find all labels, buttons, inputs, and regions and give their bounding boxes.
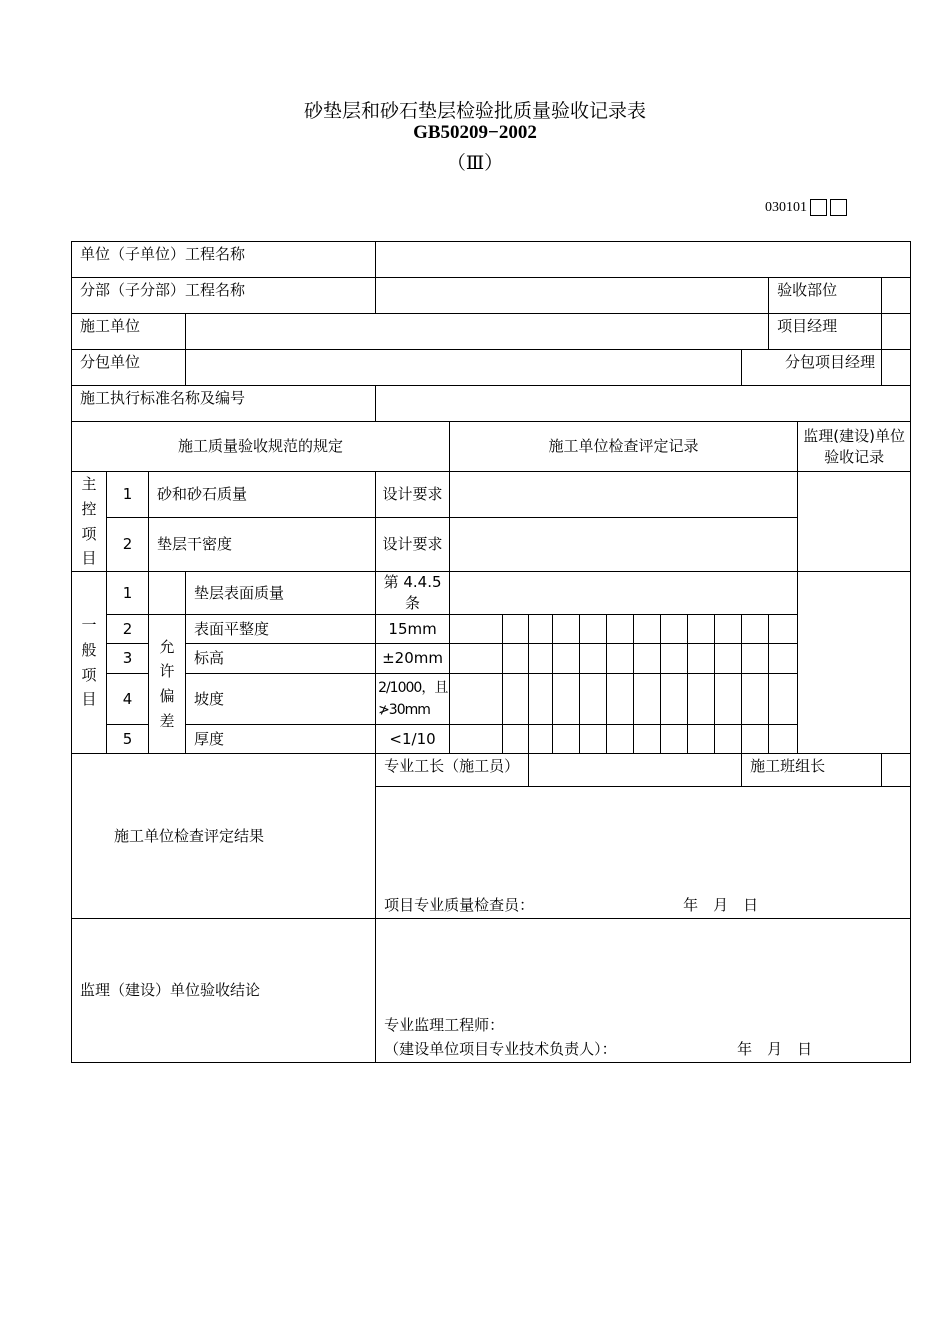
standard-code: GB50209−2002: [413, 122, 537, 143]
form-title: 砂垫层和砂石垫层检验批质量验收记录表: [303, 100, 646, 122]
measure-cell[interactable]: [742, 644, 769, 674]
measure-cell[interactable]: [529, 615, 553, 644]
unit-project-label: 单位（子单位）工程名称: [72, 242, 376, 278]
measure-cell[interactable]: [769, 644, 798, 674]
measure-cell[interactable]: [715, 674, 742, 725]
item-name: 垫层表面质量: [186, 572, 376, 615]
general-items-label: 一 般 项 目: [72, 572, 107, 754]
measure-cell[interactable]: [607, 615, 634, 644]
measure-cell[interactable]: [769, 615, 798, 644]
measure-cell[interactable]: [503, 644, 529, 674]
unit-project-value[interactable]: [376, 242, 911, 278]
measure-cell[interactable]: [742, 615, 769, 644]
inspector-label: 项目专业质量检查员：: [384, 896, 535, 914]
item-requirement: 2/1000 ， 且 ≯30mm: [376, 674, 450, 725]
form-number-text: 030101: [765, 199, 807, 215]
tolerance-label: 允 许 偏 差: [149, 615, 186, 754]
measure-cell[interactable]: [553, 615, 580, 644]
measure-cell[interactable]: [580, 674, 607, 725]
acceptance-part-value[interactable]: [882, 278, 911, 314]
item-number: 1: [107, 472, 149, 518]
subcontract-unit-value[interactable]: [186, 350, 742, 386]
measure-cell[interactable]: [688, 615, 715, 644]
check-record-cell[interactable]: [450, 518, 798, 572]
measure-cell[interactable]: [580, 644, 607, 674]
item-name: 厚度: [186, 725, 376, 754]
supervision-result-label: 监理（建设）单位验收结论: [72, 919, 376, 1063]
measure-cell[interactable]: [529, 644, 553, 674]
check-record-cell[interactable]: [450, 572, 798, 615]
item-number: 2: [107, 615, 149, 644]
measure-cell[interactable]: [450, 644, 503, 674]
engineer-label: 专业监理工程师：: [384, 1016, 505, 1034]
construction-unit-value[interactable]: [186, 314, 769, 350]
main-control-label: 主 控 项 目: [72, 472, 107, 572]
measure-cell[interactable]: [661, 644, 688, 674]
blank-cell: [149, 572, 186, 615]
measure-cell[interactable]: [715, 644, 742, 674]
measure-cell[interactable]: [634, 725, 661, 754]
measure-cell[interactable]: [634, 674, 661, 725]
item-requirement: 设计要求: [376, 518, 450, 572]
subcontract-manager-label: 分包项目经理: [742, 350, 882, 386]
owner-label: （建设单位项目专业技术负责人）：: [384, 1040, 617, 1058]
measure-cell[interactable]: [580, 725, 607, 754]
measure-cell[interactable]: [503, 674, 529, 725]
measure-cell[interactable]: [661, 674, 688, 725]
item-name: 表面平整度: [186, 615, 376, 644]
measure-cell[interactable]: [553, 725, 580, 754]
number-box-1[interactable]: [810, 199, 827, 216]
measure-cell[interactable]: [529, 725, 553, 754]
measure-cell[interactable]: [742, 725, 769, 754]
measure-cell[interactable]: [450, 615, 503, 644]
supervision-result-cell[interactable]: [376, 919, 911, 1063]
construction-result-cell[interactable]: [376, 787, 911, 919]
measure-cell[interactable]: [553, 674, 580, 725]
check-record-cell[interactable]: [450, 472, 798, 518]
item-requirement: <1/10: [376, 725, 450, 754]
measure-cell[interactable]: [769, 674, 798, 725]
measure-cell[interactable]: [634, 615, 661, 644]
item-requirement: 第 4.4.5 条: [376, 572, 450, 615]
subcontract-unit-label: 分包单位: [72, 350, 186, 386]
inspection-date: 年 月 日: [683, 896, 759, 914]
measure-cell[interactable]: [503, 725, 529, 754]
supervision-record-cell[interactable]: [798, 572, 911, 754]
sub-project-label: 分部（子分部）工程名称: [72, 278, 376, 314]
spec-header: 施工质量验收规范的规定: [72, 422, 450, 472]
item-name: 坡度: [186, 674, 376, 725]
item-number: 5: [107, 725, 149, 754]
measure-cell[interactable]: [450, 725, 503, 754]
item-name: 垫层干密度: [149, 518, 376, 572]
item-number: 2: [107, 518, 149, 572]
supervision-date: 年 月 日: [737, 1040, 813, 1058]
sub-project-value[interactable]: [376, 278, 769, 314]
number-box-2[interactable]: [830, 199, 847, 216]
standard-label: 施工执行标准名称及编号: [72, 386, 376, 422]
check-record-header: 施工单位检查评定记录: [450, 422, 798, 472]
measure-cell[interactable]: [634, 644, 661, 674]
item-requirement: ±20mm: [376, 644, 450, 674]
supervision-record-cell[interactable]: [798, 472, 911, 572]
foreman-label: 专业工长（施工员）: [376, 754, 529, 787]
measure-cell[interactable]: [742, 674, 769, 725]
foreman-value[interactable]: [529, 754, 742, 787]
project-manager-value[interactable]: [882, 314, 911, 350]
item-number: 1: [107, 572, 149, 615]
team-leader-value[interactable]: [882, 754, 911, 787]
inspection-table: [71, 241, 911, 1063]
measure-cell[interactable]: [529, 674, 553, 725]
measure-cell[interactable]: [688, 644, 715, 674]
item-requirement: 设计要求: [376, 472, 450, 518]
measure-cell[interactable]: [607, 725, 634, 754]
measure-cell[interactable]: [715, 615, 742, 644]
measure-cell[interactable]: [688, 725, 715, 754]
project-manager-label: 项目经理: [769, 314, 882, 350]
measure-cell[interactable]: [607, 644, 634, 674]
form-part: （Ⅲ）: [446, 152, 504, 174]
construction-unit-label: 施工单位: [72, 314, 186, 350]
item-number: 3: [107, 644, 149, 674]
standard-value[interactable]: [376, 386, 911, 422]
form-number: [765, 199, 847, 216]
item-number: 4: [107, 674, 149, 725]
measure-cell[interactable]: [503, 615, 529, 644]
acceptance-part-label: 验收部位: [769, 278, 882, 314]
item-name: 标高: [186, 644, 376, 674]
measure-cell[interactable]: [715, 725, 742, 754]
item-requirement: 15mm: [376, 615, 450, 644]
construction-result-label: 施工单位检查评定结果: [72, 754, 376, 919]
subcontract-manager-value[interactable]: [882, 350, 911, 386]
item-name: 砂和砂石质量: [149, 472, 376, 518]
measure-cell[interactable]: [553, 644, 580, 674]
measure-cell[interactable]: [661, 615, 688, 644]
measure-cell[interactable]: [661, 725, 688, 754]
team-leader-label: 施工班组长: [742, 754, 882, 787]
measure-cell[interactable]: [607, 674, 634, 725]
measure-cell[interactable]: [580, 615, 607, 644]
measure-cell[interactable]: [769, 725, 798, 754]
measure-cell[interactable]: [688, 674, 715, 725]
supervision-header: 监理(建设)单位验收记录: [798, 422, 911, 472]
measure-cell[interactable]: [450, 674, 503, 725]
